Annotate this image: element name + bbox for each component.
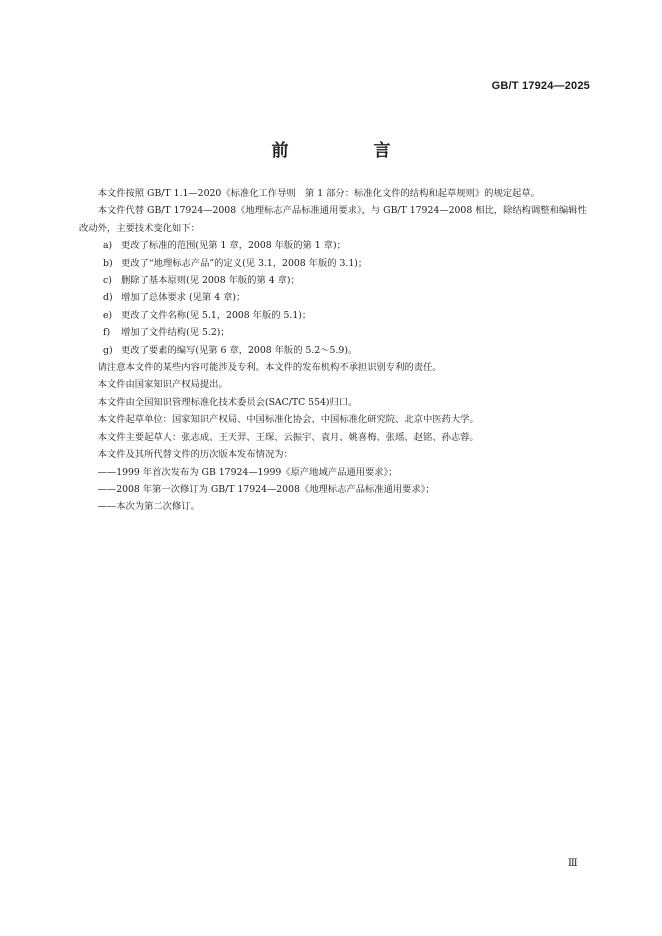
- paragraph: 本文件由国家知识产权局提出。: [97, 379, 228, 391]
- foreword-body: [79, 185, 593, 516]
- list-item-text: 更改了“地理标志产品”的定义(见 3.1，2008 年版的 3.1)；: [121, 257, 368, 269]
- list-item-label: b): [103, 257, 113, 269]
- list-item: [79, 324, 593, 341]
- list-item-text: 更改了要素的编写(见第 6 章，2008 年版的 5.2～5.9)。: [121, 344, 358, 356]
- list-item-label: e): [103, 309, 113, 321]
- list-item-label: c): [103, 275, 112, 287]
- list-item-text: 增加了总体要求 (见第 4 章)；: [121, 292, 246, 304]
- page-title: 前 言: [271, 141, 425, 161]
- change-list: [79, 237, 593, 359]
- paragraph: 请注意本文件的某些内容可能涉及专利。本文件的发布机构不承担识别专利的责任。: [97, 362, 442, 374]
- list-item-text: 增加了文件结构(见 5.2)；: [121, 327, 230, 339]
- list-item: [79, 237, 593, 254]
- list-item: [79, 289, 593, 306]
- paragraph: 本文件按照 GB/T 1.1—2020《标准化工作导则 第 1 部分：标准化文件的结构和起草规则》的规定起草。: [97, 188, 540, 199]
- paragraph: 本文件及其所代替文件的历次版本发布情况为：: [97, 449, 293, 461]
- paragraph: 本文件由全国知识管理标准化技术委员会(SAC/TC 554)归口。: [97, 396, 358, 408]
- paragraph: 本文件代替 GB/T 17924—2008《地理标志产品标准通用要求》，与 GB/T 17924—2008 相比，除结构调整和编辑性改动外，主要技术变化如下：: [79, 205, 587, 234]
- list-item-text: 删除了基本原则(见 2008 年版的第 4 章)；: [121, 275, 300, 287]
- page-number: Ⅲ: [568, 858, 578, 869]
- list-item-text: 更改了标准的范围(见第 1 章，2008 年版的第 1 章)；: [121, 240, 346, 252]
- history-item: ——本次为第二次修订。: [97, 501, 200, 513]
- list-item-label: g): [103, 344, 113, 356]
- history-item: ——2008 年第一次修订为 GB/T 17924—2008《地理标志产品标准通用要求》；: [97, 483, 435, 495]
- list-item-label: d): [103, 292, 113, 304]
- list-item-text: 更改了文件名称(见 5.1，2008 年版的 5.1)；: [121, 309, 312, 321]
- list-item: [79, 272, 593, 289]
- list-item: [79, 307, 593, 324]
- paragraph: 本文件起草单位：国家知识产权局、中国标准化协会、中国标准化研究院、北京中医药大学。: [97, 414, 479, 426]
- list-item: [79, 255, 593, 272]
- list-item-label: f): [103, 327, 111, 339]
- standard-code: GB/T 17924—2025: [491, 80, 590, 92]
- history-item: ——1999 年首次发布为 GB 17924—1999《原产地域产品通用要求》；: [97, 466, 398, 478]
- list-item-label: a): [103, 240, 113, 252]
- history-list: [79, 464, 593, 516]
- paragraph: 本文件主要起草人：张志成、王天羿、王琛、云振宇、袁月、姚喜梅、张瑶、赵铭、孙志蓉。: [97, 431, 479, 443]
- list-item: [79, 342, 593, 359]
